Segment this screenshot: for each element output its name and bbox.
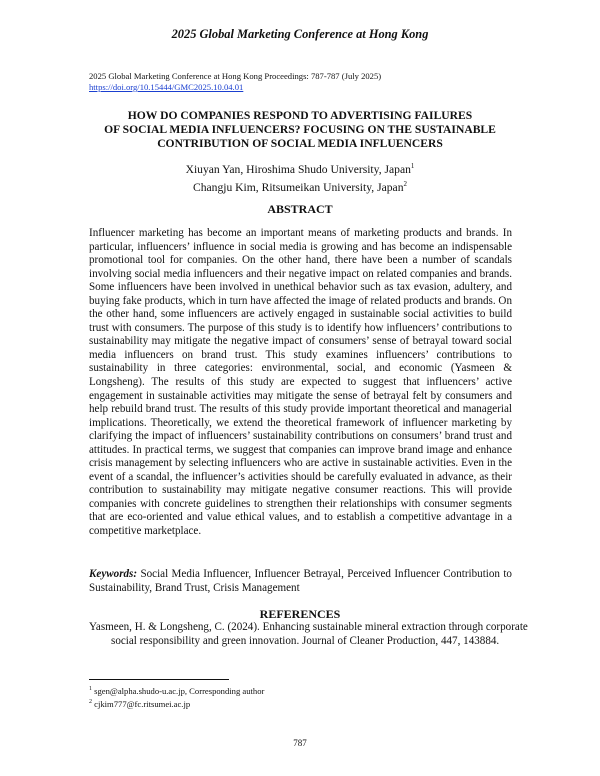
- footnote-text: cjkim777@fc.ritsumei.ac.jp: [94, 698, 191, 709]
- footnote-mark: 1: [410, 162, 415, 170]
- title-line: HOW DO COMPANIES RESPOND TO ADVERTISING FAILURES: [127, 109, 473, 122]
- author-line: [60, 159, 540, 177]
- paper-title: [60, 109, 540, 151]
- abstract-heading: ABSTRACT: [267, 202, 333, 216]
- author-line: [60, 177, 540, 195]
- title-line: OF SOCIAL MEDIA INFLUENCERS? FOCUSING ON THE SUSTAINABLE: [104, 123, 496, 136]
- footnote-mark: 1: [89, 686, 92, 692]
- keywords-label: Keywords:: [89, 568, 138, 580]
- footnote-divider: [89, 679, 229, 680]
- proceedings-citation: 2025 Global Marketing Conference at Hong Kong Proceedings: 787-787 (July 2025): [89, 71, 382, 81]
- keywords-text: Social Media Influencer, Influencer Betrayal, Perceived Influencer Contribution to Sustainability, Brand Trust, Crisis Management: [89, 568, 512, 594]
- footnote: [89, 697, 264, 710]
- references-heading: REFERENCES: [259, 607, 341, 621]
- abstract-body: Influencer marketing has become an important means of marketing products and brands. In particular, influencers’ influence in social media is growing and has become an indispensable promotional tool for companies. On the other hand, there have been a number of scandals involving social media influencers and their negative impact on related companies and brands. Some influencers have been involved in unethical behavior such as tax evasion, adultery, and buying fake products, which in turn have affected the image of related products and brands. On the other hand, some influencers are actively engaged in sustainable social activities to build trust with consumers. The purpose of this study is to identify how influencers’ contributions to sustainability may mitigate the negative impact of consumers’ sense of betrayal toward social media influencers on brand trust. This study examines influencers’ contributions to sustainability in three categories: environmental, social, and economic (Yasmeen & Longsheng). The results of this study are expected to suggest that influencers’ active engagement in sustainable activities may mitigate the sense of betrayal felt by consumers and help rebuild brand trust. The results of this study provide important theoretical and managerial implications. Theoretically, we extend the theoretical framework of influencer marketing by clarifying the impact of influencers’ sustainability contributions on consumers’ brand trust and attitudes. In practical terms, we suggest that companies can improve brand image and enhance crisis management by selecting influencers who are active in sustainable activities. Even in the event of a scandal, the influencer’s activities should be carefully evaluated in advance, as their contribution to sustainability may mitigate negative consumer reactions. This will provide companies with concrete guidelines to strengthen their relationships with consumer segments that are eco-oriented and value ethical values, and to establish a competitive advantage in a competitive marketplace.: [89, 227, 512, 538]
- footnote-mark: 2: [403, 179, 407, 188]
- author-list: [60, 159, 540, 195]
- proceedings-info: [89, 71, 381, 93]
- footnotes: [89, 684, 264, 710]
- author-name: Xiuyan Yan, Hiroshima Shudo University, Japan: [185, 162, 411, 176]
- footnote: [89, 684, 264, 697]
- reference-item: Yasmeen, H. & Longsheng, C. (2024). Enhancing sustainable mineral extraction through corporate social responsibility and green innovation. Journal of Cleaner Production, 447, 143884.: [89, 621, 528, 647]
- page-number: 787: [293, 738, 307, 748]
- footnote-text: sgen@alpha.shudo-u.ac.jp, Corresponding author: [94, 685, 265, 696]
- footnote-mark: 2: [89, 698, 92, 705]
- author-name: Changju Kim, Ritsumeikan University, Japan: [193, 180, 404, 194]
- running-head: 2025 Global Marketing Conference at Hong Kong: [171, 27, 429, 41]
- doi-link[interactable]: https://doi.org/10.15444/GMC2025.10.04.01: [89, 82, 244, 92]
- title-line: CONTRIBUTION OF SOCIAL MEDIA INFLUENCERS: [157, 137, 443, 150]
- keywords: [89, 568, 512, 596]
